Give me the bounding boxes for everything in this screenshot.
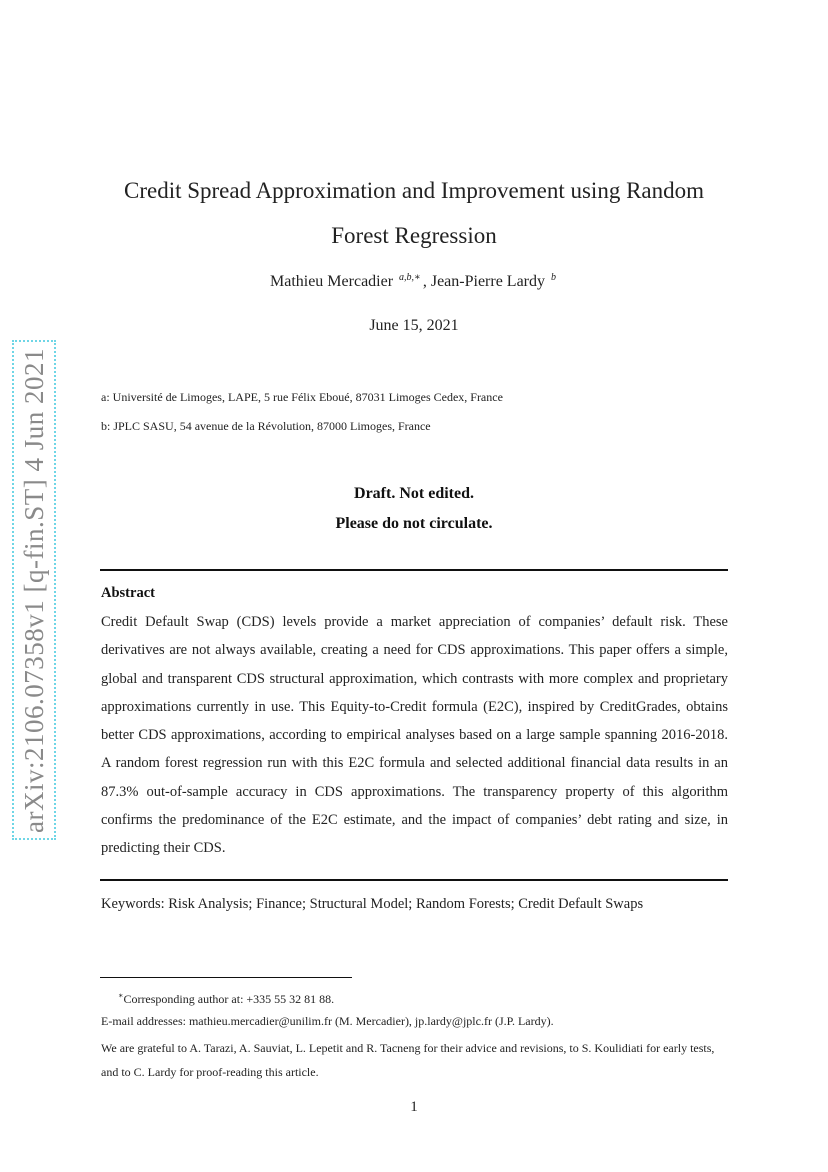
author-2-affiliation-marks: b xyxy=(551,272,557,283)
author-list xyxy=(100,272,728,291)
keywords-line: Keywords: Risk Analysis; Finance; Structural Model; Random Forests; Credit Default Swaps xyxy=(101,896,644,912)
footnote-acknowledgements: We are grateful to A. Tarazi, A. Sauviat, L. Lepetit and R. Tacneng for their advice and revisions, to S. Koulidiati for early tests, and to C. Lardy for proof-reading this article. xyxy=(101,1041,715,1079)
draft-notice-line-2: Please do not circulate. xyxy=(335,515,493,532)
author-1-affiliation-marks: a,b,∗ xyxy=(399,272,421,283)
footnote-email-addresses: E-mail addresses: mathieu.mercadier@unilim.fr (M. Mercadier), jp.lardy@jplc.fr (J.P. Lardy). xyxy=(101,1014,554,1028)
paper-title-line-1: Credit Spread Approximation and Improvement using Random xyxy=(123,178,705,203)
author-name-2: Jean-Pierre Lardy xyxy=(430,273,546,290)
paper-title-line-2: Forest Regression xyxy=(331,223,497,248)
page-number: 1 xyxy=(410,1099,418,1115)
footnote-mark: ∗ xyxy=(118,991,124,1000)
affiliation-b: b: JPLC SASU, 54 avenue de la Révolution, 87000 Limoges, France xyxy=(101,419,431,433)
abstract-bottom-rule xyxy=(100,879,728,881)
publication-date: June 15, 2021 xyxy=(369,317,459,334)
arxiv-identifier-text: arXiv:2106.07358v1 [q-fin.ST] 4 Jun 2021 xyxy=(18,347,49,833)
abstract-body: Credit Default Swap (CDS) levels provide a market appreciation of companies’ default risk. These derivatives are not always available, creating a need for CDS approximations. This paper offers a simple, global and transparent CDS structural approximation, which contrasts with more complex and proprietary approximations currently in use. This Equity-to-Credit formula (E2C), inspired by CreditGrades, obtains better CDS approximations, according to empirical analyses based on a large sample spanning 2016-2018. A random forest regression run with this E2C formula and selected additional financial data results in an 87.3% out-of-sample accuracy in CDS approximations. The transparency property of this algorithm confirms the predominance of the E2C estimate, and the impact of companies’ debt rating and size, in predicting their CDS. xyxy=(101,614,728,857)
author-separator: , xyxy=(422,273,431,290)
paper-title xyxy=(100,168,728,258)
abstract-heading: Abstract xyxy=(101,585,155,601)
draft-notice-line-1: Draft. Not edited. xyxy=(354,485,474,502)
arxiv-identifier-stamp[interactable] xyxy=(12,340,56,840)
footnote-separator xyxy=(100,977,352,978)
abstract-top-rule xyxy=(100,569,728,571)
author-name-1: Mathieu Mercadier xyxy=(269,273,394,290)
footnote-corresponding-text: Corresponding author at: +335 55 32 81 88. xyxy=(123,992,335,1006)
affiliation-a: a: Université de Limoges, LAPE, 5 rue Félix Eboué, 87031 Limoges Cedex, France xyxy=(101,390,503,404)
footnote-corresponding-author xyxy=(101,991,728,1007)
